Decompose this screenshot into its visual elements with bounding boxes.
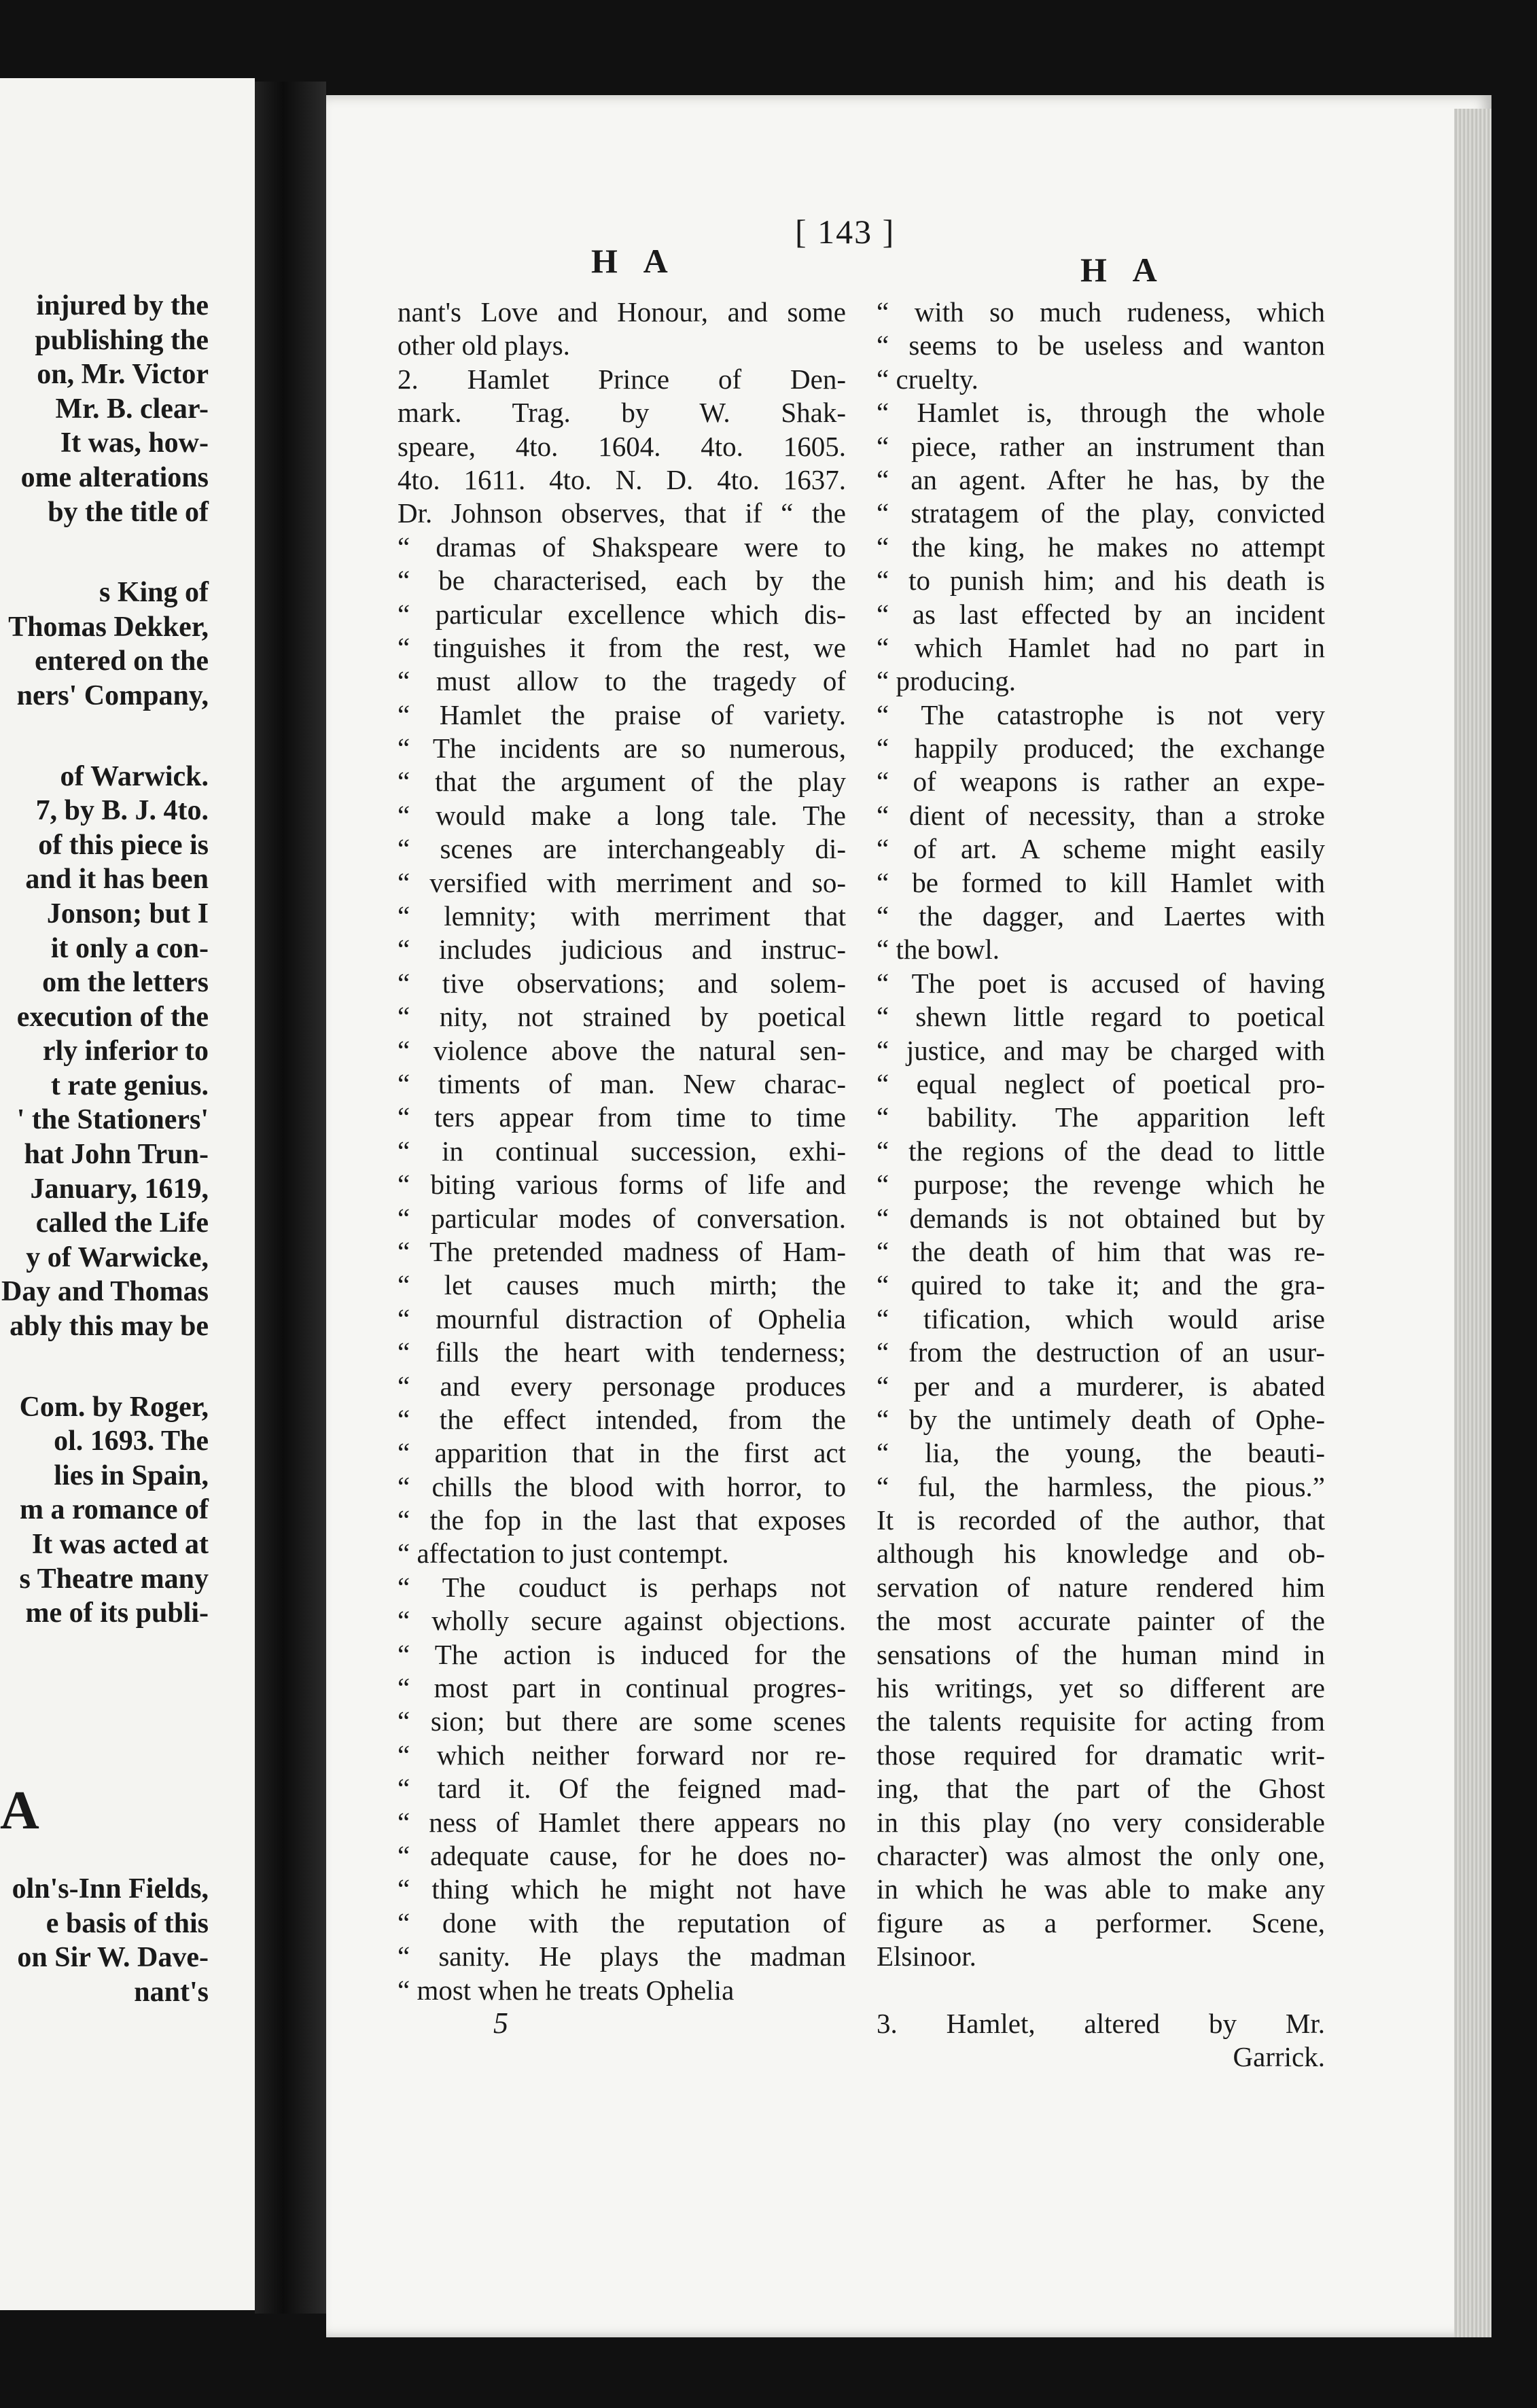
text-line: y of Warwicke, (26, 1241, 209, 1273)
text-line: “ adequate cause, for he does no- (398, 1839, 846, 1871)
text-line: “ bability. The apparition left (877, 1101, 1325, 1133)
text-line: “ nity, not strained by poetical (398, 1001, 846, 1033)
text-line: ing, that the part of the Ghost (877, 1773, 1325, 1805)
text-line: “ an agent. After he has, by the (877, 463, 1325, 495)
text-line: “ happily produced; the exchange (877, 732, 1325, 764)
text-line: the most accurate painter of the (877, 1605, 1325, 1637)
text-line: “ the dagger, and Laertes with (877, 900, 1325, 932)
text-line: t rate genius. (50, 1069, 209, 1101)
text-line: Garrick. (1233, 2041, 1325, 2073)
text-line: “ apparition that in the first act (398, 1437, 846, 1469)
text-line: Mr. B. clear- (55, 393, 209, 425)
text-line: “ as last effected by an incident (877, 598, 1325, 630)
text-line: Jonson; but I (46, 898, 209, 929)
text-line: “ be formed to kill Hamlet with (877, 866, 1325, 898)
text-line: those required for dramatic writ- (877, 1739, 1325, 1771)
text-line: “ particular modes of conversation. (398, 1202, 846, 1234)
paragraph-gap (0, 529, 209, 576)
text-line: “ stratagem of the play, convicted (877, 497, 1325, 529)
text-line: “ the death of him that was re- (877, 1235, 1325, 1267)
book-gutter (255, 82, 326, 2314)
text-line: “ most part in continual progres- (398, 1672, 846, 1704)
text-line: “ chills the blood with horror, to (398, 1470, 846, 1502)
text-line: “ Hamlet is, through the whole (877, 397, 1325, 429)
text-line: ome alterations (20, 461, 209, 493)
text-line: “ to punish him; and his death is (877, 565, 1325, 597)
text-line: “ purpose; the revenge which he (877, 1169, 1325, 1201)
text-line: “ particular excellence which dis- (398, 598, 846, 630)
text-line: Dr. Johnson observes, that if “ the (398, 497, 846, 529)
paragraph-gap (0, 1344, 209, 1390)
text-line: January, 1619, (30, 1173, 209, 1205)
text-line: character) was almost the only one, (877, 1839, 1325, 1871)
text-line: sensations of the human mind in (877, 1638, 1325, 1670)
text-line: “ wholly secure against objections. (398, 1605, 846, 1637)
text-line: “ shewn little regard to poetical (877, 1001, 1325, 1033)
previous-page (0, 78, 255, 2310)
text-line: “ demands is not obtained but by (877, 1202, 1325, 1234)
text-line: “ tinguishes it from the rest, we (398, 631, 846, 663)
text-line: “ tive observations; and solem- (398, 967, 846, 999)
previous-page-text (0, 289, 209, 1631)
text-line: nant's (134, 1976, 209, 2008)
text-line: It was, how- (60, 427, 209, 459)
text-line: by the title of (48, 496, 209, 528)
text-line: Thomas Dekker, (8, 611, 209, 643)
text-line: it only a con- (50, 932, 209, 964)
text-line: “ justice, and may be charged with (877, 1034, 1325, 1066)
text-line: ol. 1693. The (54, 1426, 209, 1457)
text-line: “ the effect intended, from the (398, 1403, 846, 1435)
text-line: 4to. 1611. 4to. N. D. 4to. 1637. (398, 463, 846, 495)
text-line: servation of nature rendered him (877, 1571, 1325, 1603)
previous-page-bottom-text (0, 1872, 209, 2009)
page-number: [ 143 ] (795, 213, 896, 251)
text-line: oln's-Inn Fields, (12, 1873, 209, 1905)
text-line: “ timents of man. New charac- (398, 1067, 846, 1099)
text-line: “ the regions of the dead to little (877, 1135, 1325, 1167)
text-line: called the Life (35, 1207, 209, 1239)
text-line: “ of art. A scheme might easily (877, 833, 1325, 865)
text-line: m a romance of (20, 1494, 209, 1526)
text-line: injured by the (36, 290, 209, 321)
text-line: “ includes judicious and instruc- (398, 934, 846, 966)
text-line: “ piece, rather an instrument than (877, 430, 1325, 462)
text-line: his writings, yet so different are (877, 1672, 1325, 1704)
text-line: It is recorded of the author, that (877, 1504, 1325, 1536)
text-line: in this play (no very considerable (877, 1806, 1325, 1838)
text-line: “ be characterised, each by the (398, 565, 846, 597)
text-line: in which he was able to make any (877, 1873, 1325, 1905)
text-line: the talents requisite for acting from (877, 1705, 1325, 1737)
text-line: other old plays. (398, 330, 570, 361)
text-line: “ lemnity; with merriment that (398, 900, 846, 932)
text-line: 7, by B. J. 4to. (35, 795, 209, 827)
text-line: “ the fop in the last that exposes (398, 1504, 846, 1536)
text-line: “ done with the reputation of (398, 1907, 846, 1938)
text-line: “ biting various forms of life and (398, 1169, 846, 1201)
text-line: It was acted at (31, 1529, 209, 1560)
text-line: “ The couduct is perhaps not (398, 1571, 846, 1603)
text-line: “ The catastrophe is not very (877, 698, 1325, 730)
running-head-right: H A (1080, 251, 1167, 289)
text-line: “ quired to take it; and the gra- (877, 1269, 1325, 1301)
text-line: execution of the (16, 1001, 209, 1033)
text-line: “ dramas of Shakspeare were to (398, 531, 846, 563)
text-line: 2. Hamlet Prince of Den- (398, 363, 846, 395)
text-line: “ The incidents are so numerous, (398, 732, 846, 764)
text-line: on Sir W. Dave- (17, 1942, 209, 1974)
text-line: Com. by Roger, (19, 1391, 209, 1423)
text-line: “ The action is induced for the (398, 1638, 846, 1670)
text-line: “ dient of necessity, than a stroke (877, 799, 1325, 831)
text-line: “ cruelty. (877, 363, 978, 395)
text-column-right (877, 296, 1325, 2074)
text-line: “ sanity. He plays the madman (398, 1941, 846, 1972)
text-line: “ The poet is accused of having (877, 967, 1325, 999)
text-line: “ ness of Hamlet there appears no (398, 1806, 846, 1838)
text-line: publishing the (35, 324, 209, 356)
text-line: of this piece is (38, 829, 209, 861)
text-line: “ by the untimely death of Ophe- (877, 1403, 1325, 1435)
text-line: Elsinoor. (877, 1941, 976, 1972)
text-line: “ per and a murderer, is abated (877, 1370, 1325, 1402)
text-line: “ tification, which would arise (877, 1303, 1325, 1334)
text-line: “ tard it. Of the feigned mad- (398, 1773, 846, 1805)
text-line: s Theatre many (19, 1563, 209, 1595)
text-line: “ in continual succession, exhi- (398, 1135, 846, 1167)
page-edges (1454, 109, 1491, 2337)
text-line: “ that the argument of the play (398, 766, 846, 798)
text-line: speare, 4to. 1604. 4to. 1605. (398, 430, 846, 462)
paragraph-gap (0, 713, 209, 760)
text-line: hat John Trun- (24, 1139, 209, 1171)
text-line: lies in Spain, (54, 1459, 209, 1491)
text-line: figure as a performer. Scene, (877, 1907, 1325, 1938)
text-line: s King of (99, 577, 209, 609)
text-line: “ must allow to the tragedy of (398, 665, 846, 697)
text-line: ' the Stationers' (16, 1104, 209, 1136)
text-line: “ the bowl. (877, 934, 1000, 966)
text-line: om the letters (42, 967, 209, 999)
text-line: of Warwick. (60, 760, 209, 792)
text-line: “ and every personage produces (398, 1370, 846, 1402)
text-line: mark. Trag. by W. Shak- (398, 397, 846, 429)
text-line: Day and Thomas (1, 1276, 209, 1308)
text-line: although his knowledge and ob- (877, 1538, 1325, 1570)
text-line: “ of weapons is rather an expe- (877, 766, 1325, 798)
text-line: “ which Hamlet had no part in (877, 631, 1325, 663)
text-line: “ lia, the young, the beauti- (877, 1437, 1325, 1469)
signature-mark: 5 (493, 2006, 508, 2040)
text-line: “ violence above the natural sen- (398, 1034, 846, 1066)
text-line: “ which neither forward nor re- (398, 1739, 846, 1771)
text-line: “ most when he treats Ophelia (398, 1974, 735, 2006)
text-line: ners' Company, (16, 679, 209, 711)
text-line: “ equal neglect of poetical pro- (877, 1067, 1325, 1099)
text-line: “ The pretended madness of Ham- (398, 1235, 846, 1267)
text-line: “ mournful distraction of Ophelia (398, 1303, 846, 1334)
text-line: “ affectation to just contempt. (398, 1538, 729, 1570)
text-line (877, 1974, 1325, 2007)
text-line: “ ful, the harmless, the pious.” (877, 1470, 1325, 1502)
text-line: e basis of this (46, 1907, 209, 1939)
text-line: “ sion; but there are some scenes (398, 1705, 846, 1737)
text-line: “ with so much rudeness, which (877, 296, 1325, 327)
text-line: “ from the destruction of an usur- (877, 1336, 1325, 1368)
text-line: ably this may be (10, 1311, 209, 1343)
text-line: rly inferior to (42, 1035, 209, 1067)
text-line: “ let causes much mirth; the (398, 1269, 846, 1301)
text-line: me of its publi- (25, 1597, 209, 1629)
running-head-left: H A (591, 242, 677, 280)
text-line: on, Mr. Victor (37, 359, 209, 391)
text-line: “ Hamlet the praise of variety. (398, 698, 846, 730)
text-line: “ ters appear from time to time (398, 1101, 846, 1133)
text-line: “ would make a long tale. The (398, 799, 846, 831)
text-line: and it has been (25, 864, 209, 896)
text-line: “ scenes are interchangeably di- (398, 833, 846, 865)
text-line: “ versified with merriment and so- (398, 866, 846, 898)
section-letter: A (0, 1781, 39, 1841)
text-line: nant's Love and Honour, and some (398, 296, 846, 327)
text-line: entered on the (35, 645, 209, 677)
text-line: 3. Hamlet, altered by Mr. (877, 2007, 1325, 2039)
text-line: “ seems to be useless and wanton (877, 330, 1325, 361)
text-line: “ fills the heart with tenderness; (398, 1336, 846, 1368)
text-line: “ the king, he makes no attempt (877, 531, 1325, 563)
text-column-left (398, 296, 846, 2007)
text-line: “ thing which he might not have (398, 1873, 846, 1905)
text-line: “ producing. (877, 665, 1016, 697)
